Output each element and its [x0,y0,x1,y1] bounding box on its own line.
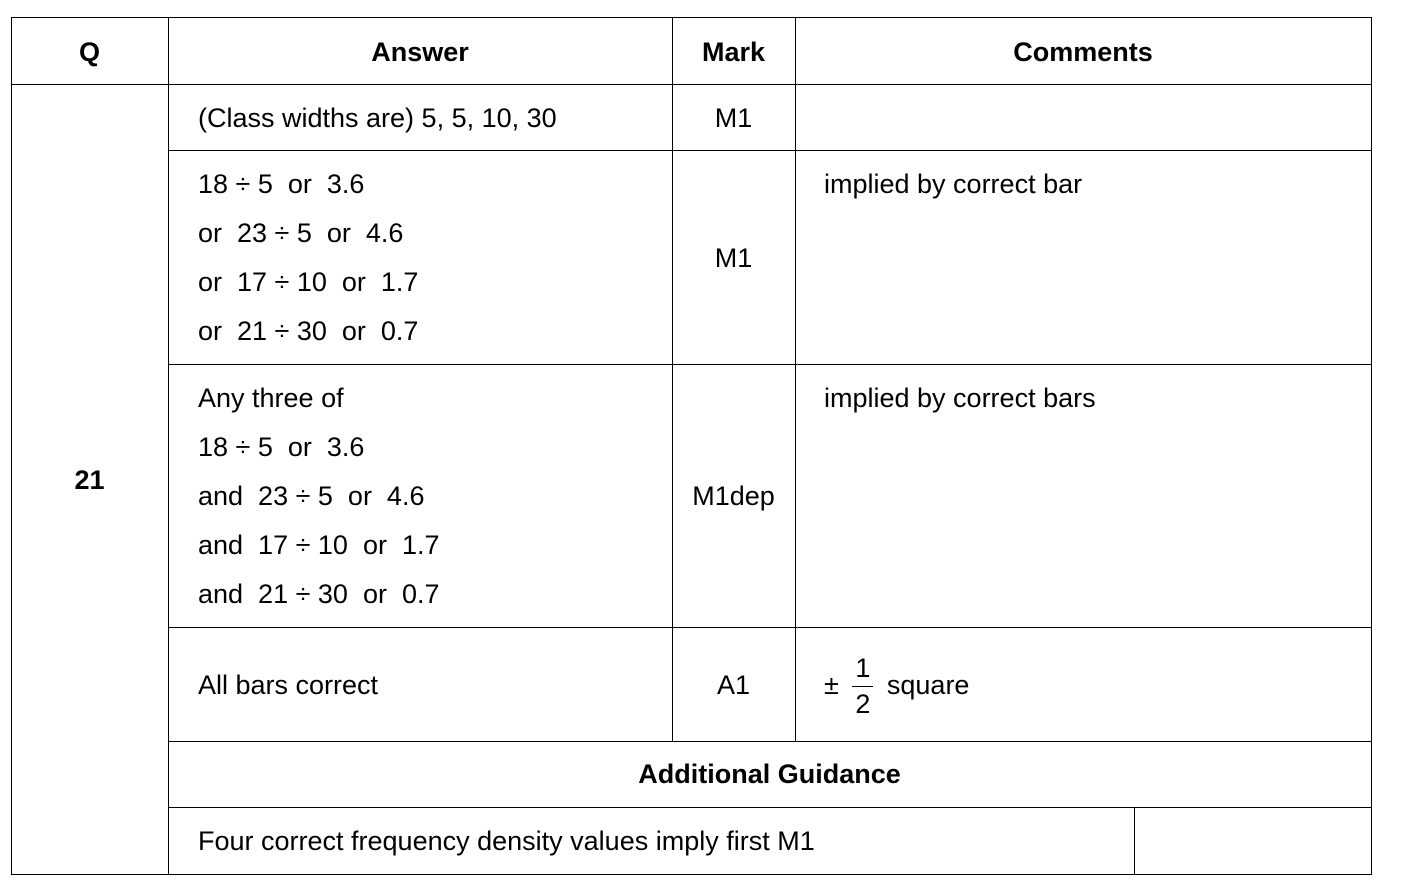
comment-suffix: square [886,670,970,700]
answer-line: and 17 ÷ 10 or 1.7 [198,530,440,560]
comment-row-2: implied by correct bar [824,169,1083,199]
answer-line: or 17 ÷ 10 or 1.7 [198,267,419,297]
header-answer: Answer [371,37,469,67]
header-comments: Comments [1013,37,1153,67]
answer-line: 18 ÷ 5 or 3.6 [198,169,365,199]
answer-line: and 21 ÷ 30 or 0.7 [198,579,440,609]
mark-row-1: M1 [714,103,753,133]
answer-line: or 23 ÷ 5 or 4.6 [198,218,404,248]
answer-line: All bars correct [198,670,379,700]
answer-row-2 [198,160,668,356]
answer-line: 18 ÷ 5 or 3.6 [198,432,365,462]
answer-row-1 [198,94,668,143]
answer-line: (Class widths are) 5, 5, 10, 30 [198,103,557,133]
guidance-title: Additional Guidance [638,759,901,789]
fraction-denominator: 2 [855,689,871,720]
mark-row-3: M1dep [692,481,775,511]
answer-line: or 21 ÷ 30 or 0.7 [198,316,419,346]
comment-row-4 [824,645,1364,725]
comment-row-3: implied by correct bars [824,383,1096,413]
answer-line: Any three of [198,383,344,413]
question-number: 21 [74,465,105,495]
fraction-numerator: 1 [852,655,873,687]
header-mark: Mark [701,37,766,67]
plus-minus-sign: ± [824,670,839,700]
mark-row-2: M1 [714,243,753,273]
answer-row-4 [198,661,668,710]
answer-line: and 23 ÷ 5 or 4.6 [198,481,425,511]
half-fraction [852,655,873,718]
mark-row-4: A1 [716,670,751,700]
answer-row-3 [198,374,668,619]
guidance-item: Four correct frequency density values imply first M1 [198,826,815,856]
header-q: Q [78,37,100,67]
